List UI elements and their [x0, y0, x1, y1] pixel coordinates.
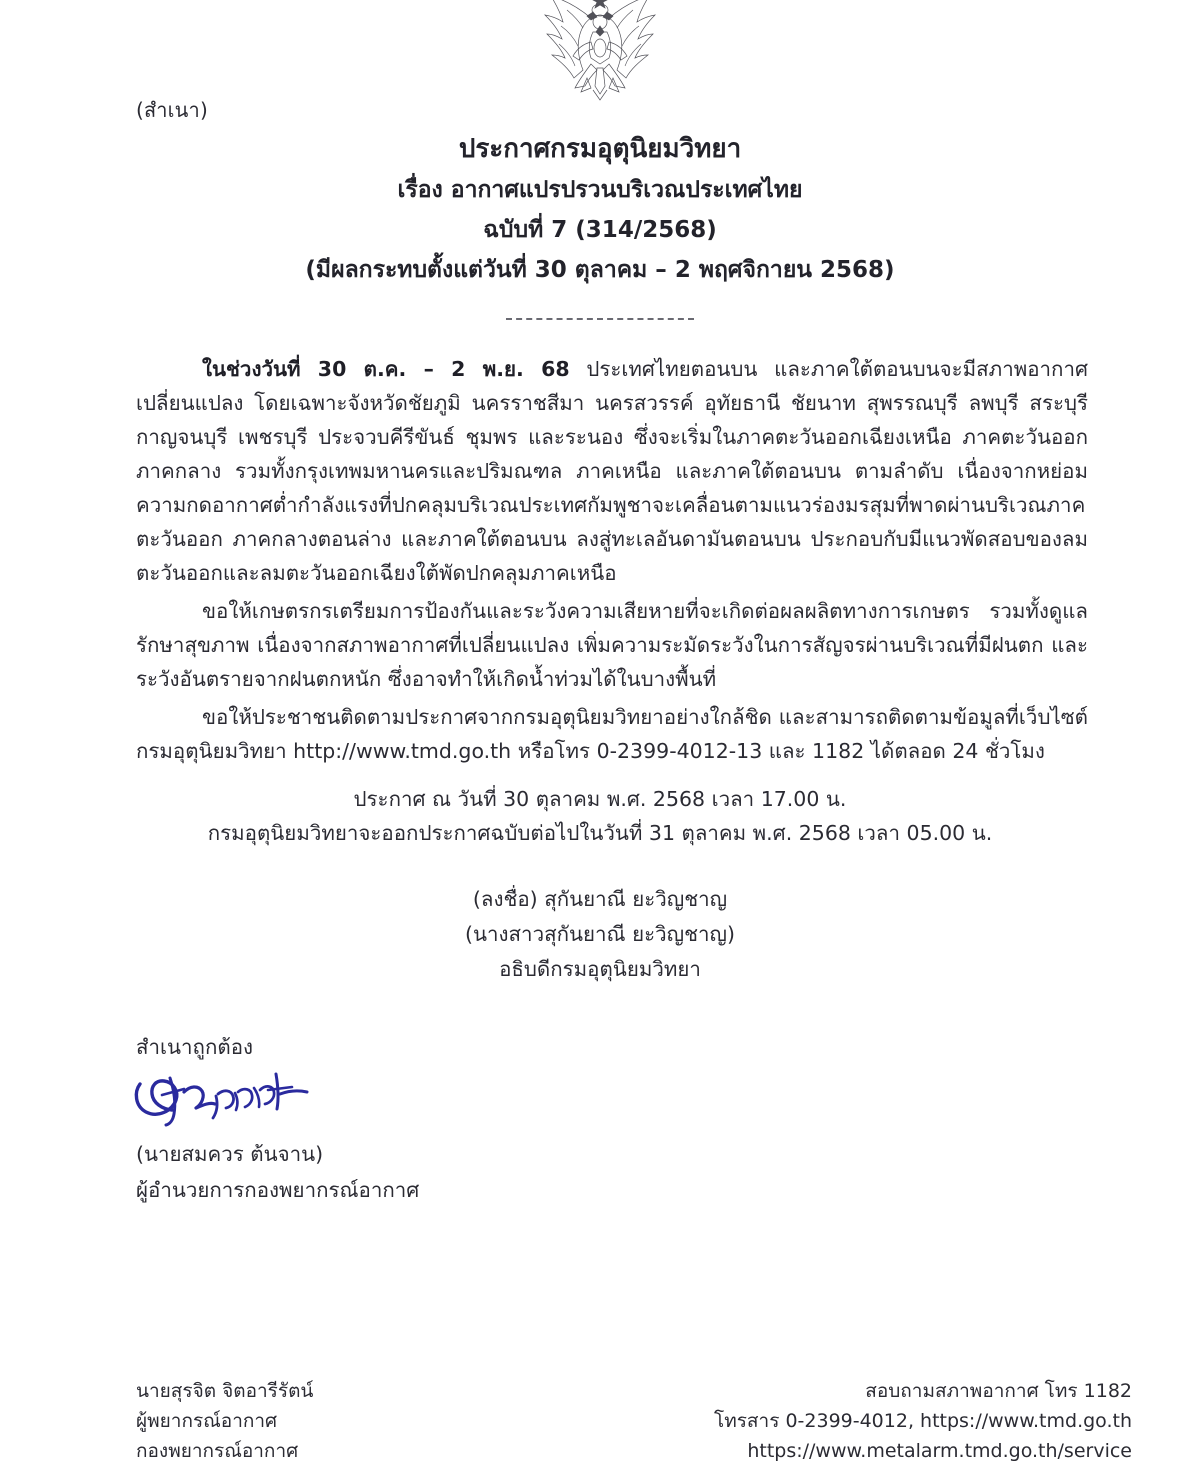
handwritten-signature-container [132, 1064, 556, 1134]
issued-datetime: ประกาศ ณ วันที่ 30 ตุลาคม พ.ศ. 2568 เวลา 17.00 น. [353, 787, 847, 811]
garuda-emblem [535, 0, 665, 104]
section-divider [506, 318, 694, 320]
document-body [136, 352, 1088, 768]
footer-forecaster-block [136, 1376, 313, 1466]
certifier-name: (นายสมควร ต้นจาน) [136, 1142, 324, 1166]
certifier-role: ผู้อำนวยการกองพยากรณ์อากาศ [136, 1178, 420, 1202]
forecaster-division: กองพยากรณ์อากาศ [136, 1440, 299, 1462]
paragraph-weather-outlook [136, 352, 1088, 590]
signature-block [0, 882, 1200, 987]
footer-contact-block [714, 1376, 1132, 1466]
certified-copy-block [136, 1032, 556, 1208]
copy-tag: (สำเนา) [136, 98, 208, 122]
paragraph-body-2: ขอให้เกษตรกรเตรียมการป้องกันและระวังความเสียหายที่จะเกิดต่อผลผลิตทางการเกษตร รวมทั้งดูแลรักษาสุขภาพ เนื่องจากสภาพอากาศที่เปลี่ยนแปลง เพิ่มความระมัดระวังในการสัญจรผ่านบริเวณที่มีฝนตก และระวังอันตรายจากฝนตกหนัก ซึ่งอาจทำให้เกิดน้ำท่วมได้ในบางพื้นที่ [136, 599, 1088, 691]
emblem-container [0, 0, 1200, 104]
page-title: ประกาศกรมอุตุนิยมวิทยา [458, 134, 742, 164]
document-headings [0, 136, 1200, 282]
paragraph-body-3: ขอให้ประชาชนติดตามประกาศจากกรมอุตุนิยมวิทยาอย่างใกล้ชิด และสามารถติดตามข้อมูลที่เว็บไซต์กรมอุตุนิยมวิทยา http://www.tmd.go.th หรือโทร 0-2399-4012-13 และ 1182 ได้ตลอด 24 ชั่วโมง [136, 705, 1088, 763]
contact-phone: สอบถามสภาพอากาศ โทร 1182 [865, 1380, 1132, 1402]
forecaster-name: นายสุรจิต จิตอารีรัตน์ [136, 1380, 314, 1402]
signer-title: อธิบดีกรมอุตุนิยมวิทยา [499, 957, 701, 981]
next-issue-datetime: กรมอุตุนิยมวิทยาจะออกประกาศฉบับต่อไปในวันที่ 31 ตุลาคม พ.ศ. 2568 เวลา 05.00 น. [207, 821, 993, 845]
subject-line: เรื่อง อากาศแปรปรวนบริเวณประเทศไทย [397, 177, 803, 203]
paragraph-public-notice [136, 700, 1088, 768]
issue-number: ฉบับที่ 7 (314/2568) [483, 217, 717, 243]
paragraph-body-1: ประเทศไทยตอนบน และภาคใต้ตอนบนจะมีสภาพอากาศเปลี่ยนแปลง โดยเฉพาะจังหวัดชัยภูมิ นครราชสีมา นครสวรรค์ อุทัยธานี ชัยนาท สุพรรณบุรี ลพบุรี สระบุรี กาญจนบุรี เพชรบุรี ประจวบคีรีขันธ์ ชุมพร และระนอง ซึ่งจะเริ่มในภาคตะวันออกเฉียงเหนือ ภาคตะวันออก ภาคกลาง รวมทั้งกรุงเทพมหานครและปริมณฑล ภาคเหนือ และภาคใต้ตอนบน ตามลำดับ เนื่องจากหย่อมความกดอากาศต่ำกำลังแรงที่ปกคลุมบริเวณประเทศกัมพูชาจะเคลื่อนตามแนวร่องมรสุมที่พาดผ่านบริเวณภาคตะวันออก ภาคกลางตอนล่าง และภาคใต้ตอนบน ลงสู่ทะเลอันดามันตอนบน ประกอบกับมีแนวพัดสอบของลมตะวันออกและลมตะวันออกเฉียงใต้พัดปกคลุมภาคเหนือ [136, 357, 1088, 585]
paragraph-farmer-advice [136, 594, 1088, 696]
signed-by: (ลงชื่อ) สุกันยาณี ยะวิญชาญ [472, 887, 728, 911]
effective-period: (มีผลกระทบตั้งแต่วันที่ 30 ตุลาคม – 2 พฤศจิกายน 2568) [305, 257, 895, 283]
divider-container [0, 318, 1200, 320]
contact-fax-website: โทรสาร 0-2399-4012, https://www.tmd.go.th [714, 1410, 1132, 1432]
announcement-dates [0, 782, 1200, 850]
signer-name: (นางสาวสุกันยาณี ยะวิญชาญ) [465, 922, 735, 946]
contact-service-url: https://www.metalarm.tmd.go.th/service [747, 1440, 1132, 1462]
certified-copy-label: สำเนาถูกต้อง [136, 1035, 254, 1059]
forecaster-role: ผู้พยากรณ์อากาศ [136, 1410, 278, 1432]
handwritten-signature-icon [132, 1064, 317, 1130]
paragraph-lead-date: ในช่วงวันที่ 30 ต.ค. – 2 พ.ย. 68 [202, 357, 570, 381]
